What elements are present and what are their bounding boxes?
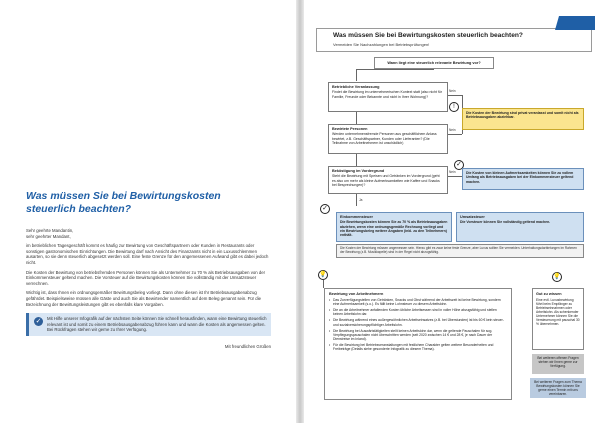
- signoff: Mit freundlichen Grüßen: [224, 343, 271, 349]
- warning-icon: !: [449, 102, 459, 112]
- small-attention-text: Die Kosten von kleinen Aufmerksamkeiten können Sie zu vollem Umfang als Betriebsausgaben bei der Einkommensteuer geltend machen.: [466, 171, 574, 184]
- connector: [448, 134, 462, 135]
- appropriateness-note: Die Kosten der Bewirtung müssen angemessen sein. Hierzu gibt es zwar keine feste Grenze, aber Luxus sollten Sie vermeiden. Unterhaltungsdarbietungen im Rahmen der Bewirtung (z.B. Musikkapelle) sind in der Regel nicht abzugsfähig.: [336, 244, 584, 258]
- check-icon: ✓: [320, 204, 330, 214]
- question-business-cause: [328, 82, 448, 112]
- tip-text-right: Eine evtl. Luxusbewirtung führt beim Empfänger zu Betriebseinnahmen oder Arbeitslohn. Als schenkender Unternehmer können Sie die Versteuerung mit pauschal 30 % übernehmen.: [536, 298, 580, 326]
- connector: [448, 176, 462, 177]
- lightbulb-icon: 💡: [319, 272, 327, 278]
- list-item: • Die Bewirtung bei Auswärtstätigkeiten stellt keinen Arbeitslohn dar, wenn die geltende Pauschalen für sog. Verpflegungspauschalen nicht überschritten werden (seit 2020 zwischen 14 € und 28 €, je nach Dauer der Dienstreise im Inland).: [329, 329, 507, 341]
- connector: [356, 112, 357, 124]
- vat-text: Die Vorsteuer können Sie vollständig geltend machen.: [460, 220, 551, 225]
- income-title: Einkommensteuer: [340, 215, 373, 219]
- letter-paragraph-3: Wichtig ist, dass Ihnen ein ordnungsgemäßer Bewirtungsbeleg vorliegt. Dann ohne diesen ist Ihr Betriebsausgabenabzug gefährdet. Beispielsweise müssen alle Gäste und auch Sie als Bewirtender namentlich auf dem Beleg genannt sein. Für die Bezeichnung der Bewirtungsleistungen gibt es ebenfalls klare Vorgaben.: [26, 290, 262, 307]
- employee-hospitality-box: [324, 288, 512, 400]
- vat-title: Umsatzsteuer: [460, 215, 485, 219]
- connector: [356, 194, 357, 206]
- income-tax-box: [336, 212, 452, 242]
- appointment-box: Bei weiteren Fragen zum Thema Bewirtungskosten können Sie gerne einen Termin mit uns vereinbaren.: [530, 378, 586, 398]
- lightbulb-icon: 💡: [553, 274, 561, 280]
- list-item: • Die an die Arbeitnehmer anfallenden Kosten übliche Arbeitsessen sind in voller Höhe abzugsfähig und stellen keinen Arbeitslohn dar.: [329, 308, 507, 316]
- question-food-focus: [328, 166, 448, 194]
- tip-box: [26, 313, 271, 336]
- flowchart-title: Was müssen Sie bei Bewirtungskosten steuerlich beachten?: [333, 32, 523, 39]
- contact-box: Bei weiteren offenen Fragen stehen wir Ihnen gerne zur Verfügung.: [532, 354, 584, 374]
- tip-title: Gut zu wissen: [536, 292, 562, 296]
- letter-title: Was müssen Sie bei Bewirtungskosten steuerlich beachten?: [26, 190, 221, 215]
- right-page: [304, 0, 600, 423]
- private-cost-box: [462, 108, 584, 130]
- q3-text: Steht die Bewirtung mit Speisen und Getränken im Vordergrund (geht es also um mehr als kleine Aufmerksamkeiten wie Kaffee und Snacks bei Besprechungen)?: [332, 174, 440, 187]
- start-question: Wann liegt eine steuerlich relevante Bewirtung vor?: [374, 57, 494, 69]
- flowchart-header: [316, 28, 592, 52]
- list-item: • Für die Bewirtung bei Betriebsveranstaltungen mit festlichem Charakter gelten weitere Besonderheiten und Freibeträge (Details siehe gesonderte Infografik zu diesem Thema).: [329, 343, 507, 351]
- no-label-3: Nein: [449, 170, 456, 174]
- q3-title: Beköstigung im Vordergrund: [332, 169, 385, 173]
- small-attention-box: [462, 168, 584, 190]
- list-item: • Die Bewirtung während eines außergewöhnlichen Arbeitseinsatzes (z.B. bei Überstunden) ist bis 60 € kein steuer- und sozialversicherungspflichtiger Arbeitslohn.: [329, 318, 507, 326]
- q1-title: Betriebliche Veranlassung: [332, 85, 380, 89]
- q2-text: Werden unternehmensfremde Personen aus geschäftlichem Anlass bewirtet, z.B. Geschäftspartner, Kunden oder Lieferanten? (Die Teilnahme von Arbeitnehmern ist unschädlich): [332, 132, 437, 145]
- yes-label: Ja: [359, 198, 363, 202]
- q1-text: Findet die Bewirtung im unternehmerischen Kontext statt (also nicht für Familie, Freunde oder Bekannte und nicht in Ihrer Wohnung)?: [332, 90, 442, 99]
- connector: [462, 130, 463, 134]
- letter-paragraph-2: Die Kosten der Bewirtung von betriebsfremden Personen können Sie als Unternehmer zu 70 % als Betriebsausgaben von der Einkommensteuer geltend machen. Die Vorsteuer auf die Bewirtungskosten können Sie vollständig mit der Umsatzsteuer verrechnen.: [26, 269, 266, 286]
- connector: [323, 280, 324, 288]
- connector: [356, 69, 357, 81]
- flowchart-subtitle: Vermeiden Sie Nachzahlungen bei Betriebsprüfungen!: [333, 42, 430, 47]
- connector: [448, 95, 462, 96]
- income-text: Die Bewirtungskosten können Sie zu 70 % als Betriebsausgaben abziehen, wenn eine ordnungsgemäße Rechnung vorliegt und ein Bewirtungsbeleg weitere Angaben (inkl. zu den Teilnehmern) enthält.: [340, 220, 448, 238]
- private-text: Die Kosten der Bewirtung sind privat veranlasst und somit nicht als Betriebsausgaben abziehbar.: [466, 111, 579, 120]
- page-gutter: [296, 0, 304, 423]
- connector: [356, 154, 357, 166]
- good-to-know-box: [532, 288, 584, 350]
- question-guests: [328, 124, 448, 154]
- salutation-1: Sehr geehrte Mandantin,: [26, 228, 74, 233]
- connector: [356, 69, 434, 70]
- letter-paragraph-1: im betrieblichen Tagesgeschäft kommt es häufig zur Bewirtung von Geschäftspartnern oder Kunden in Restaurants oder sonstigen gastronomischen Einrichtungen. Die Bewirtung darf nach Ansicht des Finanzamts nicht in ein Luxusschlemmen ausarten, so sie denn steuerlich abgesetzt werden soll. Eine feste Grenze für den angemessenen Aufwand gibt es dabei jedoch nicht.: [26, 243, 269, 265]
- q2-title: Bewirtete Personen: [332, 127, 368, 131]
- thumbs-up-icon: ✓: [35, 318, 42, 326]
- left-page: [0, 0, 296, 423]
- list-item: • Das Zurverfügungstellen von Getränken, Snacks und Obst während der Arbeitszeit ist keine Bewirtung, sondern eine Aufmerksamkeit (s.o.). Es fällt keine Lohnsteuer zu diesem Arbeitslohn.: [329, 298, 507, 306]
- check-icon: ✓: [454, 160, 464, 170]
- brand-tab-icon: [555, 16, 595, 30]
- no-label-1: Nein: [449, 89, 456, 93]
- no-label-2: Nein: [449, 128, 456, 132]
- emp-title: Bewirtung von Arbeitnehmern: [329, 292, 384, 296]
- cover-letter: [26, 190, 271, 349]
- salutation-2: sehr geehrter Mandant,: [26, 233, 71, 239]
- vat-box: [456, 212, 584, 242]
- tip-text: Mit Hilfe unserer Infografik auf der nächsten Seite können Sie schnell herausfinden, wann eine Bewirtung steuerlich relevant ist und somit zu einem Betriebsausgabenabzug führen kann und wann die Kosten als angemessen gelten. Bei Rückfragen stehen wir gerne zu Ihrer Verfügung.: [47, 316, 267, 333]
